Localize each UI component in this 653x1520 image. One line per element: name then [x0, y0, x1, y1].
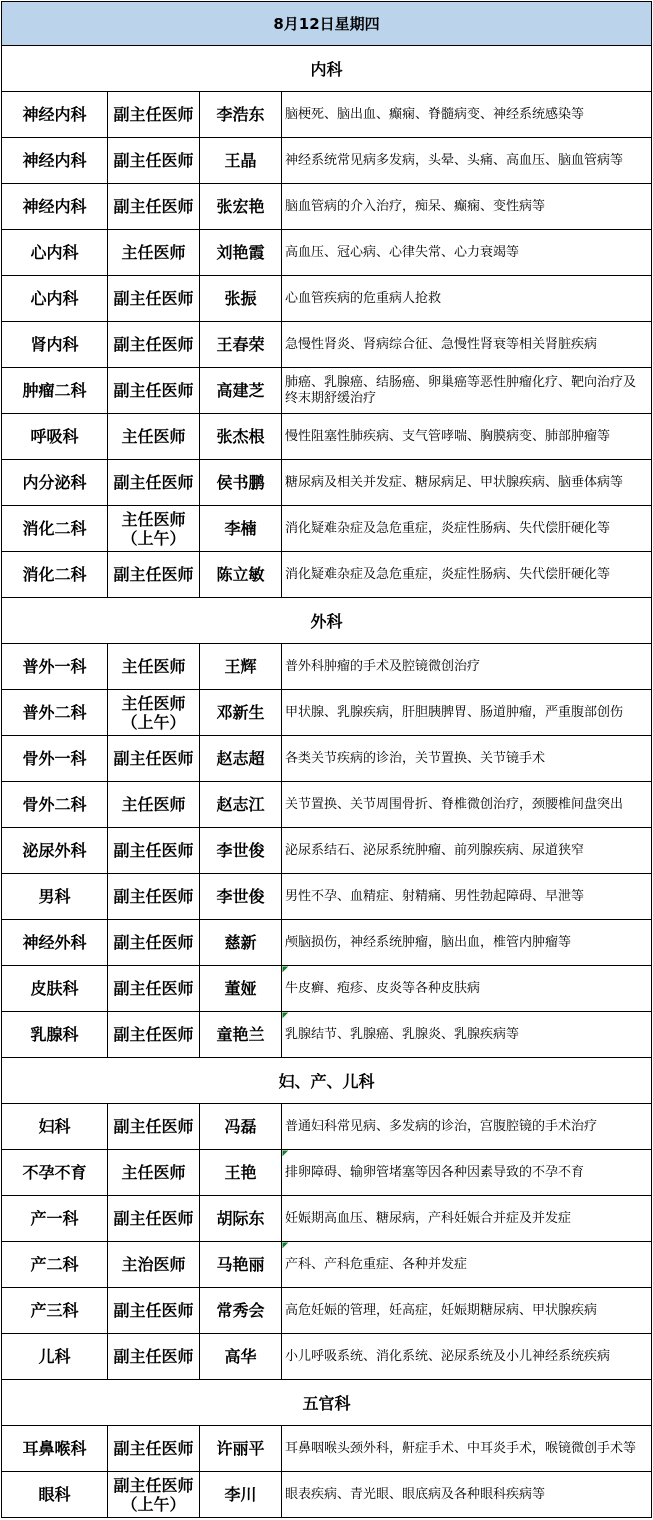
- doctor-title-cell: 副主任医师: [108, 276, 200, 322]
- department-cell: 产一科: [2, 1196, 108, 1242]
- date-header-row: [2, 2, 652, 46]
- department-cell: 皮肤科: [2, 966, 108, 1012]
- doctor-title-cell: 副主任医师: [108, 920, 200, 966]
- specialty-cell: 高危妊娠的管理，妊高症，妊娠期糖尿病、甲状腺疾病: [282, 1288, 652, 1334]
- specialty-cell: 排卵障碍、输卵管堵塞等因各种因素导致的不孕不育: [282, 1150, 652, 1196]
- doctor-name-cell: 陈立敏: [200, 552, 282, 598]
- specialty-cell: 神经系统常见病多发病，头晕、头痛、高血压、脑血管病等: [282, 138, 652, 184]
- specialty-cell: 关节置换、关节周围骨折、脊椎微创治疗，颈腰椎间盘突出: [282, 782, 652, 828]
- doctor-title-cell: 副主任医师: [108, 460, 200, 506]
- department-cell: 男科: [2, 874, 108, 920]
- doctor-name-cell: 李世俊: [200, 828, 282, 874]
- doctor-name-cell: 李川: [200, 1472, 282, 1518]
- department-cell: 肿瘤二科: [2, 368, 108, 414]
- department-cell: 内分泌科: [2, 460, 108, 506]
- doctor-name-cell: 李世俊: [200, 874, 282, 920]
- department-cell: 普外一科: [2, 644, 108, 690]
- department-cell: 妇科: [2, 1104, 108, 1150]
- specialty-cell: 男性不孕、血精症、射精痛、男性勃起障碍、早泄等: [282, 874, 652, 920]
- doctor-title-cell: 副主任医师: [108, 1196, 200, 1242]
- doctor-title-cell: 主任医师: [108, 414, 200, 460]
- section-header-row: [2, 46, 652, 92]
- specialty-cell: 普通妇科常见病、多发病的诊治，宫腹腔镜的手术治疗: [282, 1104, 652, 1150]
- doctor-title-cell: 副主任医师: [108, 874, 200, 920]
- doctor-name-cell: 侯书鹏: [200, 460, 282, 506]
- section-header-row: [2, 598, 652, 644]
- doctor-name-cell: 常秀会: [200, 1288, 282, 1334]
- doctor-schedule-table: [1, 1, 651, 1518]
- doctor-title-cell: 副主任医师（上午）: [108, 1472, 200, 1518]
- department-cell: 神经内科: [2, 92, 108, 138]
- department-cell: 神经外科: [2, 920, 108, 966]
- department-cell: 心内科: [2, 230, 108, 276]
- specialty-cell: 甲状腺、乳腺疾病，肝胆胰脾胃、肠道肿瘤，严重腹部创伤: [282, 690, 652, 736]
- doctor-name-cell: 王春荣: [200, 322, 282, 368]
- doctor-name-cell: 马艳丽: [200, 1242, 282, 1288]
- doctor-name-cell: 胡际东: [200, 1196, 282, 1242]
- doctor-name-cell: 刘艳霞: [200, 230, 282, 276]
- department-cell: 普外二科: [2, 690, 108, 736]
- doctor-title-cell: 副主任医师: [108, 828, 200, 874]
- specialty-cell: 脑梗死、脑出血、癫痫、脊髓病变、神经系统感染等: [282, 92, 652, 138]
- doctor-name-cell: 李楠: [200, 506, 282, 552]
- department-cell: 眼科: [2, 1472, 108, 1518]
- doctor-title-cell: 副主任医师: [108, 368, 200, 414]
- specialty-cell: 慢性阻塞性肺疾病、支气管哮喘、胸膜病变、肺部肿瘤等: [282, 414, 652, 460]
- doctor-row: [2, 138, 652, 184]
- specialty-cell: 脑血管病的介入治疗，痴呆、癫痫、变性病等: [282, 184, 652, 230]
- doctor-row: [2, 1472, 652, 1518]
- doctor-row: [2, 1150, 652, 1196]
- section-title: 内科: [2, 46, 652, 92]
- specialty-cell: 普外科肿瘤的手术及腔镜微创治疗: [282, 644, 652, 690]
- doctor-name-cell: 邓新生: [200, 690, 282, 736]
- specialty-cell: 消化疑难杂症及急危重症，炎症性肠病、失代偿肝硬化等: [282, 552, 652, 598]
- department-cell: 神经内科: [2, 184, 108, 230]
- department-cell: 消化二科: [2, 506, 108, 552]
- doctor-title-cell: 主任医师: [108, 782, 200, 828]
- doctor-name-cell: 李浩东: [200, 92, 282, 138]
- doctor-row: [2, 414, 652, 460]
- section-title: 外科: [2, 598, 652, 644]
- doctor-row: [2, 690, 652, 736]
- specialty-cell: 乳腺结节、乳腺癌、乳腺炎、乳腺疾病等: [282, 1012, 652, 1058]
- doctor-row: [2, 920, 652, 966]
- doctor-row: [2, 552, 652, 598]
- doctor-row: [2, 460, 652, 506]
- specialty-cell: 各类关节疾病的诊治，关节置换、关节镜手术: [282, 736, 652, 782]
- doctor-name-cell: 张振: [200, 276, 282, 322]
- doctor-row: [2, 92, 652, 138]
- doctor-title-cell: 副主任医师: [108, 552, 200, 598]
- doctor-row: [2, 874, 652, 920]
- doctor-row: [2, 1242, 652, 1288]
- specialty-cell: 颅脑损伤，神经系统肿瘤，脑出血，椎管内肿瘤等: [282, 920, 652, 966]
- doctor-name-cell: 董娅: [200, 966, 282, 1012]
- department-cell: 耳鼻喉科: [2, 1426, 108, 1472]
- specialty-cell: 高血压、冠心病、心律失常、心力衰竭等: [282, 230, 652, 276]
- doctor-title-cell: 副主任医师: [108, 184, 200, 230]
- department-cell: 呼吸科: [2, 414, 108, 460]
- doctor-row: [2, 322, 652, 368]
- doctor-title-cell: 副主任医师: [108, 966, 200, 1012]
- doctor-name-cell: 张杰根: [200, 414, 282, 460]
- doctor-title-cell: 主任医师: [108, 644, 200, 690]
- specialty-cell: 糖尿病及相关并发症、糖尿病足、甲状腺疾病、脑垂体病等: [282, 460, 652, 506]
- doctor-row: [2, 1288, 652, 1334]
- doctor-row: [2, 276, 652, 322]
- doctor-name-cell: 王辉: [200, 644, 282, 690]
- department-cell: 骨外二科: [2, 782, 108, 828]
- department-cell: 泌尿外科: [2, 828, 108, 874]
- doctor-name-cell: 王艳: [200, 1150, 282, 1196]
- section-title: 五官科: [2, 1380, 652, 1426]
- specialty-cell: 消化疑难杂症及急危重症，炎症性肠病、失代偿肝硬化等: [282, 506, 652, 552]
- doctor-title-cell: 副主任医师: [108, 1288, 200, 1334]
- doctor-name-cell: 张宏艳: [200, 184, 282, 230]
- specialty-cell: 泌尿系结石、泌尿系统肿瘤、前列腺疾病、尿道狭窄: [282, 828, 652, 874]
- department-cell: 儿科: [2, 1334, 108, 1380]
- doctor-row: [2, 782, 652, 828]
- doctor-title-cell: 副主任医师: [108, 736, 200, 782]
- doctor-row: [2, 828, 652, 874]
- specialty-cell: 产科、产科危重症、各种并发症: [282, 1242, 652, 1288]
- doctor-row: [2, 230, 652, 276]
- doctor-row: [2, 1426, 652, 1472]
- doctor-title-cell: 副主任医师: [108, 92, 200, 138]
- doctor-title-cell: 主任医师（上午）: [108, 506, 200, 552]
- doctor-name-cell: 冯磊: [200, 1104, 282, 1150]
- doctor-name-cell: 赵志超: [200, 736, 282, 782]
- doctor-title-cell: 副主任医师: [108, 1334, 200, 1380]
- specialty-cell: 妊娠期高血压、糖尿病，产科妊娠合并症及并发症: [282, 1196, 652, 1242]
- doctor-row: [2, 506, 652, 552]
- specialty-cell: 急慢性肾炎、肾病综合征、急慢性肾衰等相关肾脏疾病: [282, 322, 652, 368]
- date-title: 8月12日星期四: [2, 2, 652, 46]
- specialty-cell: 肺癌、乳腺癌、结肠癌、卵巢癌等恶性肿瘤化疗、靶向治疗及终末期舒缓治疗: [282, 368, 652, 414]
- department-cell: 不孕不育: [2, 1150, 108, 1196]
- doctor-name-cell: 高华: [200, 1334, 282, 1380]
- doctor-row: [2, 1196, 652, 1242]
- doctor-title-cell: 主任医师（上午）: [108, 690, 200, 736]
- doctor-name-cell: 许丽平: [200, 1426, 282, 1472]
- doctor-name-cell: 慈新: [200, 920, 282, 966]
- specialty-cell: 耳鼻咽喉头颈外科，鼾症手术、中耳炎手术，喉镜微创手术等: [282, 1426, 652, 1472]
- specialty-cell: 心血管疾病的危重病人抢救: [282, 276, 652, 322]
- section-title: 妇、产、儿科: [2, 1058, 652, 1104]
- specialty-cell: 牛皮癣、疱疹、皮炎等各种皮肤病: [282, 966, 652, 1012]
- doctor-name-cell: 王晶: [200, 138, 282, 184]
- doctor-row: [2, 644, 652, 690]
- department-cell: 乳腺科: [2, 1012, 108, 1058]
- department-cell: 肾内科: [2, 322, 108, 368]
- doctor-row: [2, 736, 652, 782]
- department-cell: 消化二科: [2, 552, 108, 598]
- specialty-cell: 小儿呼吸系统、消化系统、泌尿系统及小儿神经系统疾病: [282, 1334, 652, 1380]
- department-cell: 产三科: [2, 1288, 108, 1334]
- department-cell: 骨外一科: [2, 736, 108, 782]
- doctor-title-cell: 主任医师: [108, 1150, 200, 1196]
- doctor-title-cell: 副主任医师: [108, 322, 200, 368]
- doctor-row: [2, 1104, 652, 1150]
- doctor-title-cell: 副主任医师: [108, 1012, 200, 1058]
- doctor-title-cell: 副主任医师: [108, 1104, 200, 1150]
- doctor-title-cell: 主任医师: [108, 230, 200, 276]
- doctor-row: [2, 1012, 652, 1058]
- section-header-row: [2, 1380, 652, 1426]
- doctor-name-cell: 童艳兰: [200, 1012, 282, 1058]
- doctor-title-cell: 主治医师: [108, 1242, 200, 1288]
- section-header-row: [2, 1058, 652, 1104]
- doctor-row: [2, 368, 652, 414]
- department-cell: 产二科: [2, 1242, 108, 1288]
- doctor-row: [2, 184, 652, 230]
- doctor-row: [2, 966, 652, 1012]
- doctor-title-cell: 副主任医师: [108, 138, 200, 184]
- doctor-title-cell: 副主任医师: [108, 1426, 200, 1472]
- department-cell: 神经内科: [2, 138, 108, 184]
- doctor-row: [2, 1334, 652, 1380]
- doctor-name-cell: 高建芝: [200, 368, 282, 414]
- department-cell: 心内科: [2, 276, 108, 322]
- specialty-cell: 眼表疾病、青光眼、眼底病及各种眼科疾病等: [282, 1472, 652, 1518]
- doctor-name-cell: 赵志江: [200, 782, 282, 828]
